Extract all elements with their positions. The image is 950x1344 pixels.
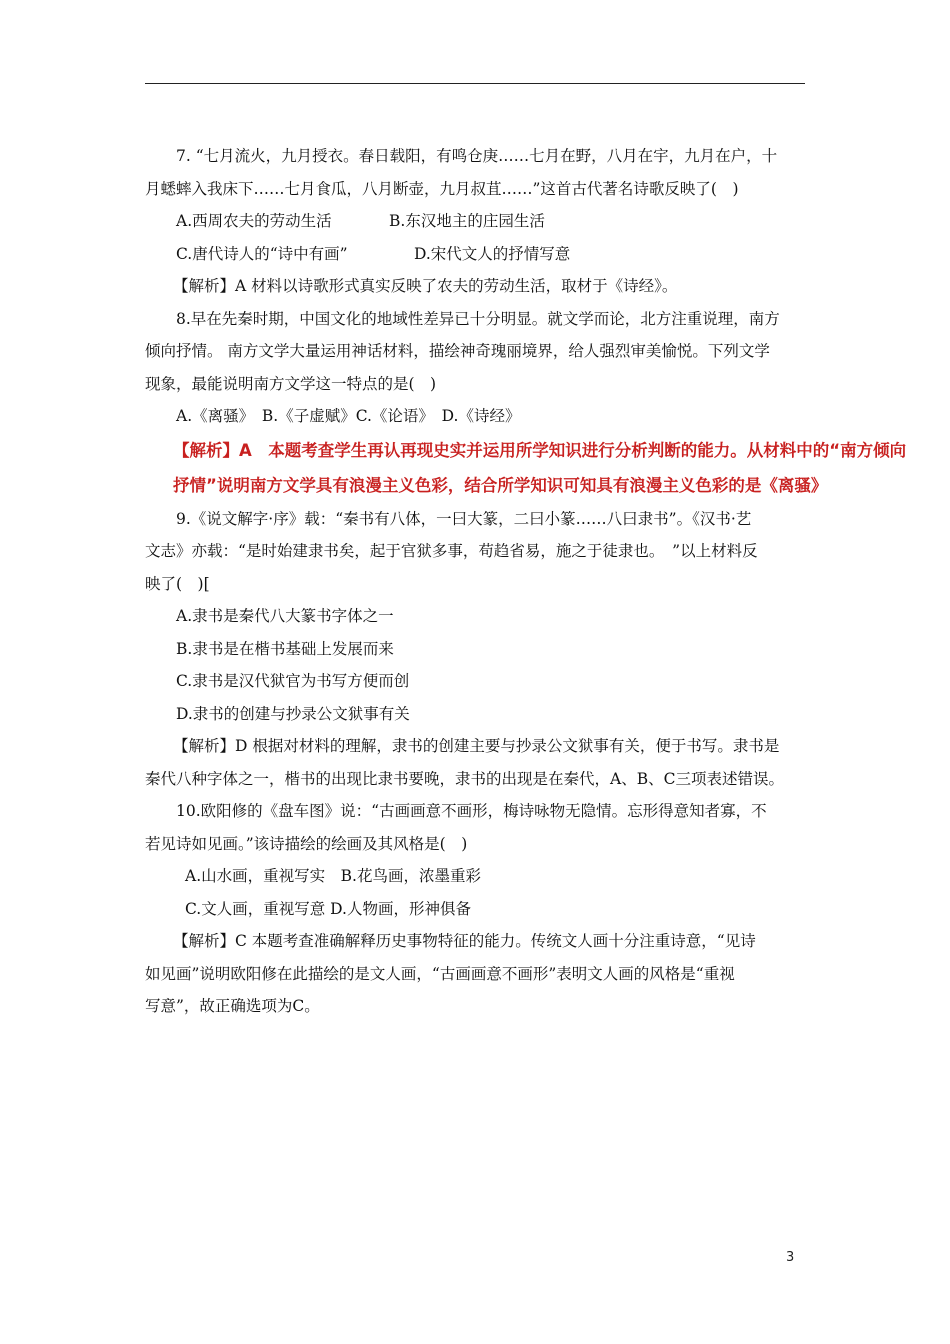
q8-line-1: 8.早在先秦时期，中国文化的地域性差异已十分明显。就文学而论，北方注重说理，南方: [176, 309, 780, 328]
document-body: [145, 140, 907, 1023]
q7-line-1: 7. “七月流火，九月授衣。春日载阳，有鸣仓庚……七月在野，八月在宇，九月在户，十: [176, 147, 778, 165]
q9-answer-line-1: 【解析】D 根据对材料的理解，隶书的创建主要与抄录公文狱事有关，便于书写。隶书是: [173, 737, 780, 755]
q9-option-b: B.隶书是在楷书基础上发展而来: [176, 639, 394, 658]
q9-answer-line-2: 秦代八种字体之一，楷书的出现比隶书要晚，隶书的出现是在秦代，A、B、C三项表述错误。: [145, 769, 784, 788]
q9-option-a: A.隶书是秦代八大篆书字体之一: [176, 607, 394, 625]
q10-options-ab: A.山水画，重视写实 B.花鸟画，浓墨重彩: [185, 867, 481, 885]
q7-option-a: A.西周农夫的劳动生活: [176, 212, 332, 230]
q8-line-2: 倾向抒情。 南方文学大量运用神话材料，描绘神奇瑰丽境界，给人强烈审美愉悦。下列文学: [145, 342, 770, 360]
q7-option-b: B.东汉地主的庄园生活: [389, 212, 545, 230]
q10-line-1: 10.欧阳修的《盘车图》说：“古画画意不画形，梅诗咏物无隐情。忘形得意知者寡，不: [176, 802, 767, 820]
q9-option-d: D.隶书的创建与抄录公文狱事有关: [176, 704, 410, 723]
q9-line-1: 9.《说文解字·序》载：“秦书有八体，一曰大篆，二曰小篆……八曰隶书”。《汉书·艺: [176, 509, 752, 528]
header-rule: [145, 83, 805, 84]
q10-answer-line-1: 【解析】C 本题考查准确解释历史事物特征的能力。传统文人画十分注重诗意，“见诗: [173, 932, 756, 950]
q7-line-2: 月蟋蟀入我床下……七月食瓜，八月断壶，九月叔苴……”这首古代著名诗歌反映了( ): [145, 179, 739, 198]
q7-options-ab: [145, 205, 810, 238]
q9-line-2: 文志》亦载：“是时始建隶书矣，起于官狱多事，苟趋省易，施之于徒隶也。 ”以上材料反: [145, 542, 758, 560]
q8-options: A.《离骚》 B.《子虚赋》C.《论语》 D.《诗经》: [176, 407, 521, 425]
q10-line-2: 若见诗如见画。”该诗描绘的绘画及其风格是( ): [145, 834, 468, 853]
q8-answer-line-1: 【解析】A 本题考查学生再认再现史实并运用所学知识进行分析判断的能力。从材料中的“南方倾向: [173, 440, 907, 460]
q10-options-cd: C.文人画，重视写意 D.人物画，形神俱备: [185, 899, 471, 918]
q7-answer: 【解析】A 材料以诗歌形式真实反映了农夫的劳动生活，取材于《诗经》。: [173, 277, 678, 295]
q8-answer-line-2: 抒情”说明南方文学具有浪漫主义色彩，结合所学知识可知具有浪漫主义色彩的是《离骚》: [173, 475, 828, 495]
q10-answer-line-3: 写意”，故正确选项为C。: [145, 997, 320, 1015]
page-number: 3: [786, 1250, 795, 1265]
q8-line-3: 现象，最能说明南方文学这一特点的是( ): [145, 374, 437, 393]
q7-options-cd: [145, 238, 810, 271]
q9-line-3: 映了( )[: [145, 574, 210, 593]
q9-option-c: C.隶书是汉代狱官为书写方便而创: [176, 672, 410, 690]
q10-answer-line-2: 如见画”说明欧阳修在此描绘的是文人画，“古画画意不画形”表明文人画的风格是“重视: [145, 964, 735, 983]
q7-option-c: C.唐代诗人的“诗中有画”: [176, 244, 348, 263]
q7-option-d: D.宋代文人的抒情写意: [414, 244, 571, 263]
